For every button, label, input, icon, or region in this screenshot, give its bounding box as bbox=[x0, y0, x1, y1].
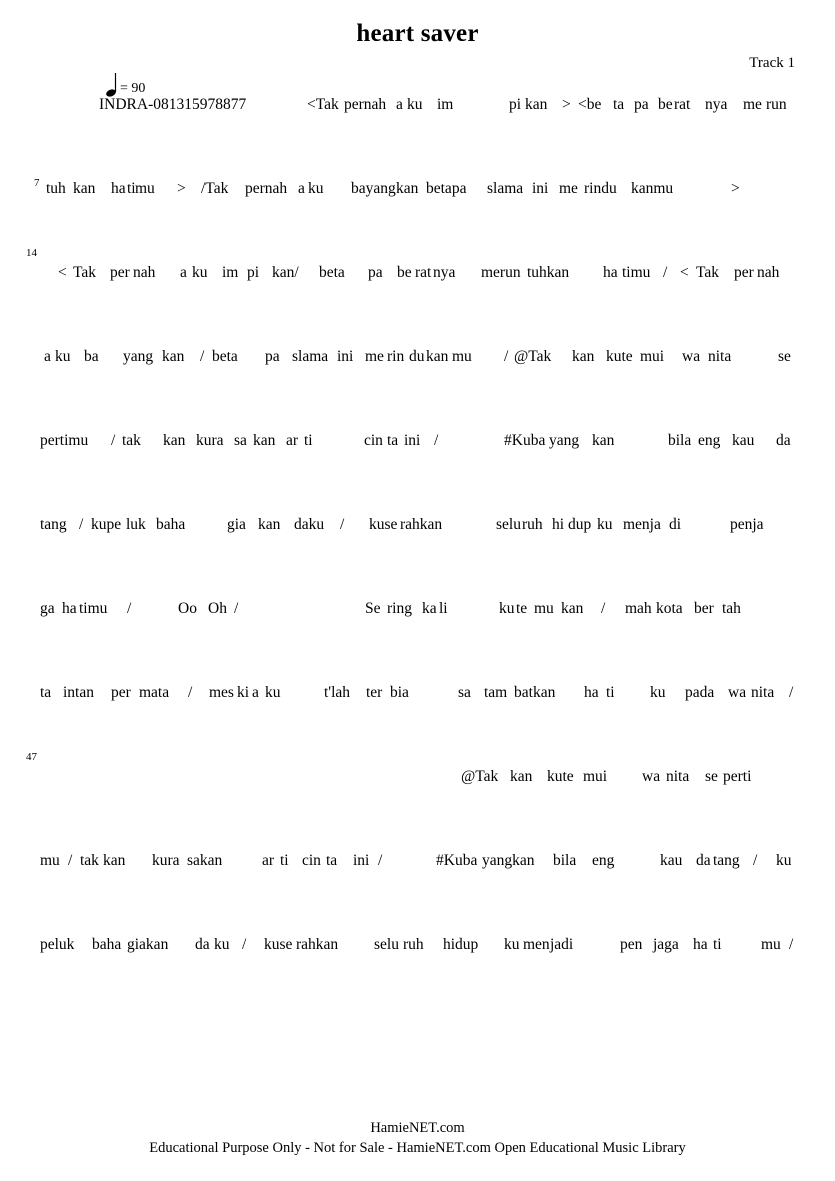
lyric-syllable: ini bbox=[337, 348, 354, 365]
lyric-syllable: ti bbox=[280, 852, 289, 869]
lyric-syllable: di bbox=[669, 516, 682, 533]
lyric-syllable: nita bbox=[751, 684, 775, 701]
lyric-syllable: wa bbox=[682, 348, 701, 365]
lyric-syllable: kan bbox=[103, 852, 126, 869]
lyric-syllable: @Tak bbox=[461, 768, 499, 785]
lyric-syllable: pernah bbox=[344, 96, 387, 113]
lyric-syllable: / bbox=[127, 600, 132, 617]
lyric-syllable: ba bbox=[84, 348, 99, 365]
lyric-syllable: mah bbox=[625, 600, 652, 617]
lyric-syllable: intan bbox=[63, 684, 94, 701]
lyric-syllable: kau bbox=[660, 852, 683, 869]
lyric-syllable: tang bbox=[713, 852, 740, 869]
footer-notice: Educational Purpose Only - Not for Sale - HamieNET.com Open Educational Music Library bbox=[149, 1140, 686, 1156]
lyric-syllable: mes bbox=[209, 684, 234, 701]
lyric-line bbox=[40, 180, 796, 200]
lyric-syllable: da bbox=[195, 936, 210, 953]
lyric-syllable: ku bbox=[265, 684, 281, 701]
lyric-syllable: tam bbox=[484, 684, 508, 701]
lyric-syllable: <Tak bbox=[307, 96, 339, 113]
lyric-syllable: nita bbox=[666, 768, 690, 785]
lyric-syllable: kan bbox=[258, 516, 281, 533]
lyric-syllable: kuse bbox=[264, 936, 293, 953]
lyric-syllable: ku bbox=[214, 936, 230, 953]
lyric-syllable: hidup bbox=[443, 936, 479, 953]
lyric-syllable: kan bbox=[253, 432, 276, 449]
lyric-line bbox=[40, 264, 796, 284]
lyric-syllable: t'lah bbox=[324, 684, 351, 701]
lyric-syllable: kanmu bbox=[631, 180, 674, 197]
lyric-syllable: beta bbox=[212, 348, 238, 365]
lyric-syllable: nya bbox=[705, 96, 728, 113]
lyric-syllable: li bbox=[439, 600, 448, 617]
lyric-syllable: sakan bbox=[187, 852, 223, 869]
lyric-syllable: kan bbox=[525, 96, 548, 113]
lyric-syllable: / bbox=[753, 852, 758, 869]
lyric-line bbox=[40, 600, 796, 620]
lyric-syllable: ti bbox=[304, 432, 313, 449]
lyric-syllable: rat bbox=[674, 96, 691, 113]
lyric-syllable: bayang bbox=[351, 180, 396, 197]
lyric-syllable: ti bbox=[127, 180, 136, 197]
lyric-syllable: a bbox=[396, 96, 403, 113]
lyric-syllable: < bbox=[680, 264, 689, 281]
lyric-syllable: / bbox=[789, 684, 794, 701]
footer-site: HamieNET.com bbox=[370, 1120, 465, 1136]
lyric-syllable: rahkan bbox=[296, 936, 339, 953]
lyric-syllable: ha bbox=[62, 600, 77, 617]
lyric-syllable: Tak bbox=[73, 264, 97, 281]
lyric-syllable: / bbox=[434, 432, 439, 449]
lyric-syllable: eng bbox=[698, 432, 721, 449]
lyric-syllable: bila bbox=[668, 432, 692, 449]
lyric-syllable: pi bbox=[247, 264, 260, 281]
lyric-syllable: kan bbox=[592, 432, 615, 449]
lyric-syllable: perti bbox=[723, 768, 752, 785]
lyric-syllable: nah bbox=[133, 264, 156, 281]
lyric-syllable: jadi bbox=[550, 936, 574, 953]
measure-number: 47 bbox=[26, 751, 37, 763]
lyric-syllable: bia bbox=[390, 684, 409, 701]
lyric-syllable: ku bbox=[308, 180, 324, 197]
lyric-syllable: timu bbox=[622, 264, 651, 281]
lyric-syllable: / bbox=[504, 348, 509, 365]
lyric-syllable: / bbox=[601, 600, 606, 617]
lyric-syllable: im bbox=[222, 264, 239, 281]
lyric-syllable: / bbox=[234, 600, 239, 617]
lyric-syllable: /Tak bbox=[201, 180, 229, 197]
song-title: heart saver bbox=[356, 20, 479, 47]
lyric-syllable: tak bbox=[80, 852, 99, 869]
lyric-syllable: nita bbox=[708, 348, 732, 365]
quarter-note-icon bbox=[103, 72, 119, 98]
lyric-syllable: gia bbox=[227, 516, 246, 533]
lyric-syllable: mu bbox=[452, 348, 472, 365]
lyric-syllable: be bbox=[658, 96, 673, 113]
lyric-syllable: #Kuba bbox=[504, 432, 546, 449]
lyric-syllable: ku bbox=[504, 936, 520, 953]
lyric-syllable: > bbox=[731, 180, 740, 197]
lyric-syllable: Oo bbox=[178, 600, 197, 617]
lyric-syllable: ha bbox=[111, 180, 126, 197]
lyric-syllable: cin bbox=[302, 852, 321, 869]
lyric-syllable: baha bbox=[92, 936, 122, 953]
lyric-syllable: beta bbox=[319, 264, 345, 281]
lyric-syllable: ga bbox=[40, 600, 55, 617]
lyric-syllable: kan bbox=[162, 348, 185, 365]
lyric-syllable: pa bbox=[368, 264, 383, 281]
lyric-syllable: ruh bbox=[403, 936, 424, 953]
lyric-syllable: tak bbox=[122, 432, 141, 449]
lyric-syllable: kan bbox=[572, 348, 595, 365]
lyric-syllable: / bbox=[378, 852, 383, 869]
lyric-syllable: timu bbox=[79, 600, 108, 617]
lyric-syllable: ha bbox=[693, 936, 708, 953]
lyric-syllable: ti bbox=[713, 936, 722, 953]
lyric-syllable: yangkan bbox=[482, 852, 535, 869]
lyric-syllable: wa bbox=[642, 768, 661, 785]
lyric-syllable: ku bbox=[55, 348, 71, 365]
lyric-syllable: per bbox=[734, 264, 754, 281]
lyric-syllable: ini bbox=[353, 852, 370, 869]
lyric-line bbox=[40, 936, 796, 956]
lyric-syllable: kan bbox=[163, 432, 186, 449]
lyric-syllable: bila bbox=[553, 852, 577, 869]
lyric-syllable: se bbox=[705, 768, 718, 785]
lyric-syllable: / bbox=[79, 516, 84, 533]
lyric-syllable: baha bbox=[156, 516, 186, 533]
lyric-syllable: wa bbox=[728, 684, 747, 701]
lyric-syllable: menja bbox=[623, 516, 661, 533]
lyric-syllable: luk bbox=[126, 516, 146, 533]
lyric-syllable: <be bbox=[578, 96, 602, 113]
lyric-syllable: slama bbox=[487, 180, 524, 197]
lyric-syllable: tang bbox=[40, 516, 67, 533]
lyric-syllable: tah bbox=[722, 600, 741, 617]
lyric-syllable: me bbox=[743, 96, 762, 113]
lyric-syllable: ta bbox=[40, 684, 52, 701]
lyric-syllable: cin bbox=[364, 432, 383, 449]
lyric-syllable: ini bbox=[404, 432, 421, 449]
lyric-syllable: ha bbox=[603, 264, 618, 281]
lyric-syllable: me bbox=[365, 348, 384, 365]
lyric-syllable: rahkan bbox=[400, 516, 443, 533]
lyric-syllable: yang bbox=[549, 432, 580, 449]
lyric-syllable: daku bbox=[294, 516, 325, 533]
lyric-syllable: tuh bbox=[46, 180, 66, 197]
lyric-syllable: a bbox=[44, 348, 51, 365]
lyric-syllable: a bbox=[298, 180, 305, 197]
lyric-syllable: INDRA-081315978877 bbox=[99, 96, 247, 113]
track-label: Track 1 bbox=[749, 55, 795, 71]
lyric-syllable: sa bbox=[234, 432, 247, 449]
lyric-syllable: ter bbox=[366, 684, 383, 701]
lyric-syllable: pi bbox=[509, 96, 522, 113]
lyric-syllable: se bbox=[778, 348, 791, 365]
lyric-syllable: da bbox=[776, 432, 791, 449]
lyric-syllable: Oh bbox=[208, 600, 227, 617]
lyric-syllable: mu bbox=[40, 852, 60, 869]
lyric-syllable: te bbox=[516, 600, 528, 617]
tempo-marking bbox=[103, 72, 163, 98]
lyric-syllable: run bbox=[766, 96, 787, 113]
lyric-syllable: per bbox=[111, 684, 131, 701]
lyric-syllable: kau bbox=[732, 432, 755, 449]
lyric-syllable: be bbox=[397, 264, 412, 281]
lyric-syllable: kan bbox=[561, 600, 584, 617]
lyric-syllable: #Kuba bbox=[436, 852, 478, 869]
lyric-syllable: kota bbox=[656, 600, 683, 617]
lyric-syllable: mu bbox=[135, 180, 155, 197]
lyric-syllable: pertimu bbox=[40, 432, 89, 449]
lyric-syllable: ku bbox=[650, 684, 666, 701]
lyric-syllable: per bbox=[110, 264, 130, 281]
lyric-syllable: jaga bbox=[653, 936, 679, 953]
lyric-syllable: / bbox=[188, 684, 193, 701]
lyric-syllable: @Tak bbox=[514, 348, 552, 365]
lyric-line bbox=[40, 96, 796, 116]
lyric-line bbox=[40, 348, 796, 368]
lyric-syllable: mui bbox=[583, 768, 608, 785]
measure-number: 14 bbox=[26, 247, 37, 259]
lyric-syllable: ta bbox=[326, 852, 338, 869]
lyric-syllable: me bbox=[559, 180, 578, 197]
lyric-syllable: peluk bbox=[40, 936, 75, 953]
lyric-syllable: pa bbox=[634, 96, 649, 113]
lyric-syllable: giakan bbox=[127, 936, 169, 953]
lyric-syllable: ku bbox=[192, 264, 208, 281]
lyric-syllable: ku bbox=[499, 600, 515, 617]
lyric-syllable: / bbox=[340, 516, 345, 533]
lyric-syllable: Se bbox=[365, 600, 381, 617]
lyric-syllable: du bbox=[409, 348, 425, 365]
lyric-syllable: rindu bbox=[584, 180, 617, 197]
lyric-syllable: pada bbox=[685, 684, 715, 701]
lyric-syllable: nah bbox=[757, 264, 780, 281]
lyric-line bbox=[40, 768, 796, 788]
lyric-syllable: ha bbox=[584, 684, 599, 701]
lyric-syllable: dup bbox=[568, 516, 592, 533]
lyric-syllable: eng bbox=[592, 852, 615, 869]
lyric-syllable: Tak bbox=[696, 264, 720, 281]
lyric-syllable: kan bbox=[426, 348, 449, 365]
lyric-syllable: > bbox=[562, 96, 571, 113]
lyric-syllable: kan bbox=[73, 180, 96, 197]
lyric-syllable: / bbox=[68, 852, 73, 869]
lyric-line bbox=[40, 852, 796, 872]
lyric-syllable: selu bbox=[374, 936, 399, 953]
lyric-syllable: ruh bbox=[522, 516, 543, 533]
lyric-syllable: da bbox=[696, 852, 711, 869]
lyric-syllable: mu bbox=[761, 936, 781, 953]
lyric-syllable: pen bbox=[620, 936, 643, 953]
lyric-syllable: ber bbox=[694, 600, 714, 617]
lyric-syllable: kura bbox=[196, 432, 224, 449]
lyric-syllable: ka bbox=[422, 600, 437, 617]
lyric-syllable: nya bbox=[433, 264, 456, 281]
lyric-line bbox=[40, 432, 796, 452]
lyric-line bbox=[40, 684, 796, 704]
lyric-syllable: kute bbox=[606, 348, 633, 365]
lyric-syllable: / bbox=[242, 936, 247, 953]
lyric-syllable: kan bbox=[533, 684, 556, 701]
lyric-syllable: betapa bbox=[426, 180, 467, 197]
lyric-syllable: kan/ bbox=[272, 264, 299, 281]
lyric-syllable: / bbox=[663, 264, 668, 281]
lyric-syllable: hi bbox=[552, 516, 565, 533]
lyric-syllable: a bbox=[180, 264, 187, 281]
tempo-value: = 90 bbox=[120, 81, 146, 96]
lyric-syllable: selu bbox=[496, 516, 521, 533]
lyric-syllable: men bbox=[523, 936, 550, 953]
lyric-syllable: pernah bbox=[245, 180, 288, 197]
lyric-line bbox=[40, 516, 796, 536]
lyric-syllable: rat bbox=[415, 264, 432, 281]
lyric-syllable: kan bbox=[510, 768, 533, 785]
lyric-syllable: kuse bbox=[369, 516, 398, 533]
lyric-syllable: tuhkan bbox=[527, 264, 570, 281]
lyric-syllable: ku bbox=[776, 852, 792, 869]
lyric-syllable: a bbox=[252, 684, 259, 701]
lyric-syllable: ti bbox=[606, 684, 615, 701]
lyric-syllable: bat bbox=[514, 684, 533, 701]
lyric-syllable: mata bbox=[139, 684, 170, 701]
lyric-syllable: ku bbox=[597, 516, 613, 533]
lyric-syllable: / bbox=[200, 348, 205, 365]
lyric-syllable: mu bbox=[534, 600, 554, 617]
measure-number: 7 bbox=[34, 177, 40, 189]
lyric-syllable: > bbox=[177, 180, 186, 197]
lyric-syllable: slama bbox=[292, 348, 329, 365]
lyric-syllable: ta bbox=[387, 432, 399, 449]
lyric-syllable: merun bbox=[481, 264, 521, 281]
lyric-syllable: kute bbox=[547, 768, 574, 785]
lyric-syllable: rin bbox=[387, 348, 405, 365]
lyric-syllable: ar bbox=[286, 432, 299, 449]
lyric-syllable: ini bbox=[532, 180, 549, 197]
lyric-syllable: kura bbox=[152, 852, 180, 869]
lyric-syllable: sa bbox=[458, 684, 471, 701]
lyric-syllable: pa bbox=[265, 348, 280, 365]
lyric-syllable: im bbox=[437, 96, 454, 113]
lyric-syllable: ar bbox=[262, 852, 275, 869]
lyric-syllable: ring bbox=[387, 600, 412, 617]
lyric-syllable: ta bbox=[613, 96, 625, 113]
lyric-syllable: ki bbox=[237, 684, 250, 701]
lyric-syllable: < bbox=[58, 264, 67, 281]
lyric-syllable: yang bbox=[123, 348, 154, 365]
lyric-syllable: kupe bbox=[91, 516, 122, 533]
lyric-syllable: penja bbox=[730, 516, 764, 533]
lyric-syllable: ku bbox=[407, 96, 423, 113]
lyric-syllable: / bbox=[111, 432, 116, 449]
lyric-syllable: kan bbox=[396, 180, 419, 197]
lyric-syllable: / bbox=[789, 936, 794, 953]
lyric-syllable: mui bbox=[640, 348, 665, 365]
